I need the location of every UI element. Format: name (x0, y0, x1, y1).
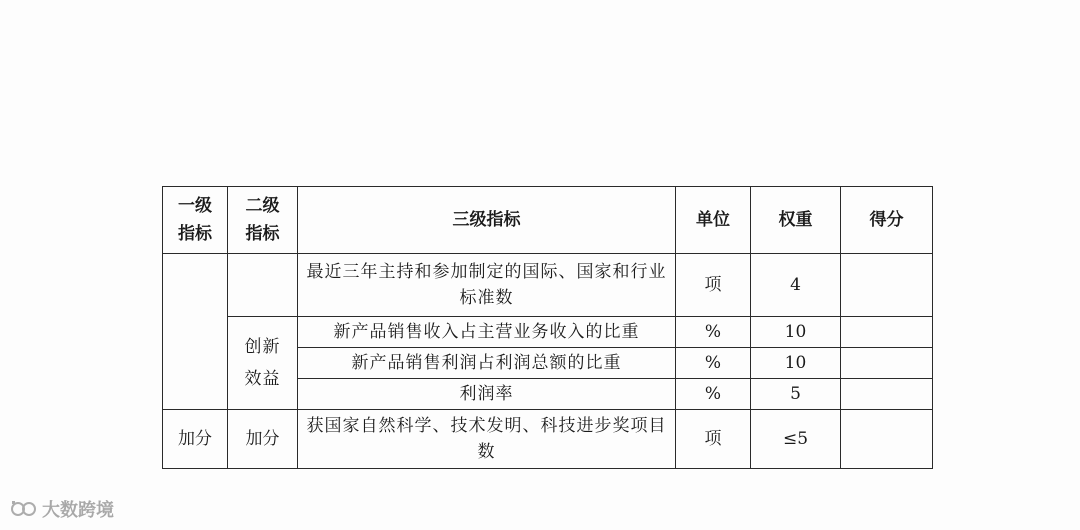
cell-unit: % (676, 317, 751, 348)
cell-unit: % (676, 379, 751, 410)
cell-level1 (163, 254, 228, 410)
cell-level3: 最近三年主持和参加制定的国际、国家和行业标准数 (298, 254, 676, 317)
header-row (163, 187, 933, 254)
cell-level3: 新产品销售收入占主营业务收入的比重 (298, 317, 676, 348)
cell-score (841, 317, 933, 348)
cell-level2-group (228, 317, 298, 410)
header-level2: 二级指标 (228, 187, 298, 254)
header-level3: 三级指标 (298, 187, 676, 254)
header-level1: 一级指标 (163, 187, 228, 254)
cell-level3: 新产品销售利润占利润总额的比重 (298, 348, 676, 379)
cell-level3: 利润率 (298, 379, 676, 410)
header-unit: 单位 (676, 187, 751, 254)
cell-score (841, 410, 933, 469)
cell-weight: 10 (751, 317, 841, 348)
cell-level1: 加分 (163, 410, 228, 469)
cell-score (841, 254, 933, 317)
watermark-text: 大数跨境 (42, 500, 114, 521)
header-weight: 权重 (751, 187, 841, 254)
cell-unit: 项 (676, 254, 751, 317)
indicator-table (162, 186, 933, 469)
cell-unit: % (676, 348, 751, 379)
cell-level2: 加分 (228, 410, 298, 469)
header-score: 得分 (841, 187, 933, 254)
cell-score (841, 348, 933, 379)
cell-level2 (228, 254, 298, 317)
cell-weight: 4 (751, 254, 841, 317)
cell-score (841, 379, 933, 410)
table-row (163, 410, 933, 469)
watermark-logo-icon (10, 498, 38, 520)
cell-weight: 5 (751, 379, 841, 410)
cell-unit: 项 (676, 410, 751, 469)
cell-weight: 10 (751, 348, 841, 379)
watermark (10, 496, 114, 522)
table-row (163, 254, 933, 317)
table-row (163, 317, 933, 348)
cell-level3: 获国家自然科学、技术发明、科技进步奖项目数 (298, 410, 676, 469)
cell-weight: ≤5 (751, 410, 841, 469)
group-label: 创新效益 (244, 337, 281, 389)
